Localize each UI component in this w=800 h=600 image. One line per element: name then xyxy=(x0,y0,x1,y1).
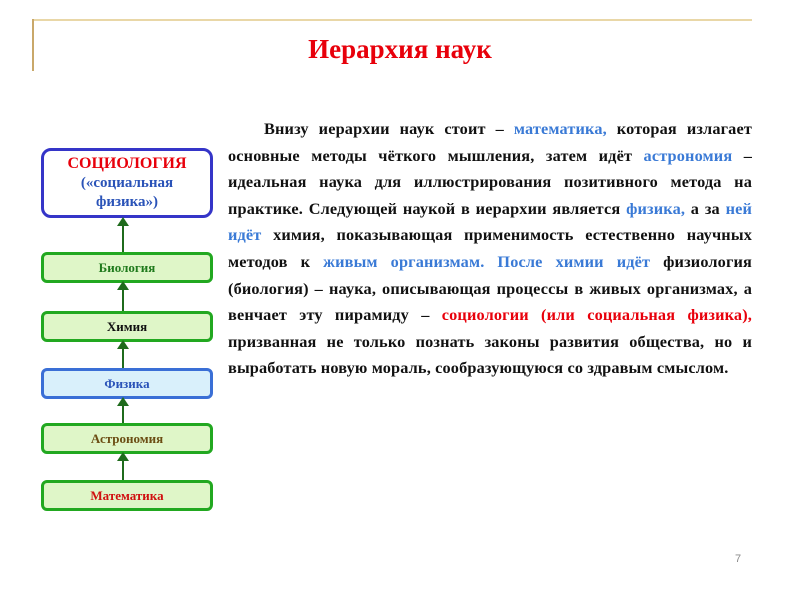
arrow-up-icon xyxy=(122,285,124,311)
highlight-astronomy: астрономия xyxy=(643,145,733,165)
sociology-subtitle-line1: («социальная xyxy=(80,175,174,192)
physics-label: Физика xyxy=(104,375,150,391)
science-hierarchy-diagram xyxy=(38,148,218,520)
astronomy-box xyxy=(41,423,213,454)
mathematics-label: Математика xyxy=(90,487,164,503)
biology-box xyxy=(41,252,213,283)
text-segment: которая излагает основные методы чёткого мышления, затем идёт xyxy=(228,119,752,165)
biology-label: Биология xyxy=(98,259,156,275)
sociology-subtitle-line2: физика») xyxy=(95,194,159,210)
text-segment: – идеальная наука для иллюстрирования позитивного метода на практике. Следующей наукой в иерархии является xyxy=(228,145,752,218)
highlight-physics: физика, xyxy=(626,198,686,218)
highlight-sociology: социологии (или социальная физика), xyxy=(441,305,752,325)
arrow-up-icon xyxy=(122,221,124,252)
text-segment: физиология (биология) – наука, описывающая процессы в живых организмах, а венчает эту пирамиду – xyxy=(228,251,752,325)
mathematics-box xyxy=(41,480,213,511)
highlight-living-organisms: живым организмам. После химии идёт xyxy=(323,251,651,271)
arrow-up-icon xyxy=(122,344,124,368)
slide-title: Иерархия наук xyxy=(308,34,492,64)
highlight-next: ней идёт xyxy=(228,198,753,245)
text-segment: а за xyxy=(685,198,726,218)
arrow-up-icon xyxy=(122,456,124,480)
decorative-top-line xyxy=(32,19,752,21)
text-segment: призванная не только познать законы развития общества, но и выработать новую мораль, сообразующуюся со здравым смыслом. xyxy=(228,331,752,378)
page-number: 7 xyxy=(735,553,742,565)
text-segment: Внизу иерархии наук стоит – xyxy=(264,119,514,138)
chemistry-label: Химия xyxy=(106,318,148,334)
sociology-label: СОЦИОЛОГИЯ xyxy=(67,155,187,173)
body-text xyxy=(228,116,752,382)
highlight-mathematics: математика, xyxy=(513,119,607,138)
astronomy-label: Астрономия xyxy=(90,430,164,446)
body-paragraph xyxy=(228,116,752,382)
chemistry-box xyxy=(41,311,213,342)
text-segment: химия, показывающая применимость естественно научных методов к xyxy=(228,225,752,271)
sociology-box xyxy=(41,148,213,218)
arrow-up-icon xyxy=(122,401,124,423)
physics-box xyxy=(41,368,213,399)
